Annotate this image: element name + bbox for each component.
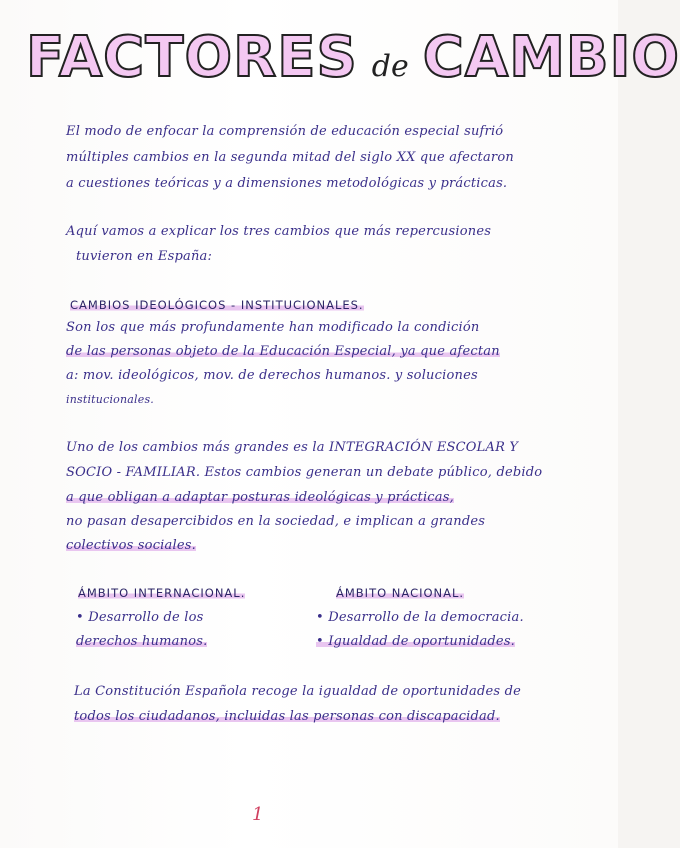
intro-line: El modo de enfocar la comprensión de educación especial sufrió <box>66 124 504 139</box>
section-line: Son los que más profundamente han modificado la condición <box>66 320 480 335</box>
page-number: 1 <box>252 804 264 825</box>
constitution-line: todos los ciudadanos, incluidas las personas con discapacidad. <box>74 709 500 724</box>
constitution-line: La Constitución Española recoge la igualdad de oportunidades de <box>74 684 522 699</box>
international-item: • Desarrollo de los <box>76 610 204 625</box>
intro2-line: tuvieron en España: <box>76 249 213 264</box>
integration-line: colectivos sociales. <box>66 538 196 553</box>
section-line: de las personas objeto de la Educación Especial, ya que afectan <box>66 344 500 359</box>
integration-line: no pasan desapercibidos en la sociedad, e implican a grandes <box>66 514 486 529</box>
international-item: derechos humanos. <box>76 634 208 649</box>
intro2-line: Aquí vamos a explicar los tres cambios que más repercusiones <box>66 224 492 239</box>
national-heading: ÁMBITO NACIONAL. <box>336 586 465 600</box>
title-word-cambio: CAMBIO <box>422 25 680 90</box>
intro-line: múltiples cambios en la segunda mitad del siglo XX que afectaron <box>66 150 514 165</box>
national-item: • Igualdad de oportunidades. <box>316 634 516 649</box>
integration-line: a que obligan a adaptar posturas ideológicas y prácticas, <box>66 490 454 505</box>
integration-line: Uno de los cambios más grandes es la INTEGRACIÓN ESCOLAR Y <box>66 440 519 455</box>
title-word-factores: FACTORES <box>26 25 358 90</box>
page-title <box>26 25 680 90</box>
section-line: institucionales. <box>66 393 155 406</box>
section-line: a: mov. ideológicos, mov. de derechos humanos. y soluciones <box>66 368 478 383</box>
intro-line: a cuestiones teóricas y a dimensiones metodológicas y prácticas. <box>66 176 508 191</box>
title-word-de: de <box>371 49 409 84</box>
section-heading: CAMBIOS IDEOLÓGICOS - INSTITUCIONALES. <box>70 298 364 312</box>
integration-line: SOCIO - FAMILIAR. Estos cambios generan un debate público, debido <box>66 465 543 480</box>
national-item: • Desarrollo de la democracia. <box>316 610 524 625</box>
international-heading: ÁMBITO INTERNACIONAL. <box>78 586 246 600</box>
